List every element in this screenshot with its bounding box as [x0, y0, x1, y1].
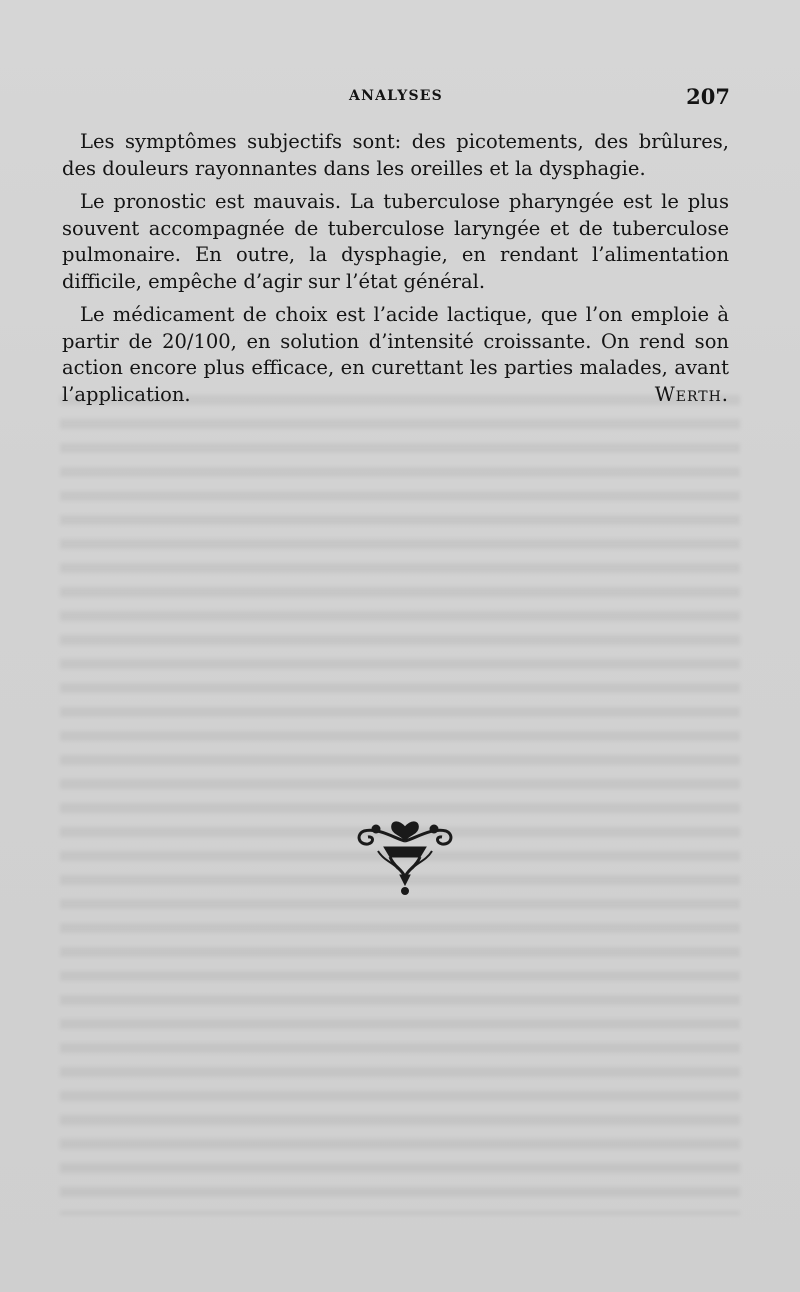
paragraph-prognosis: Le pronostic est mauvais. La tuberculose pharyngée est le plus souvent accompagnée de tuberculose laryngée et de tuberculose pulmonaire. En outre, la dysphagie, en rendant l’alimentation difficile, empêche d’agir sur l’état général. [62, 190, 729, 293]
paragraph-symptoms: Les symptômes subjectifs sont: des picotements, des brûlures, des douleurs rayonnantes dans les oreilles et la dysphagie. [62, 130, 729, 180]
page-number: 207 [686, 84, 730, 109]
body-text [62, 129, 729, 415]
running-header [62, 86, 730, 110]
author-signature: Werth. [654, 382, 729, 406]
paragraph-treatment [62, 302, 729, 408]
header-title: ANALYSES [349, 88, 443, 104]
fleuron-ornament-icon [354, 817, 456, 897]
show-through-text [60, 395, 740, 1215]
paragraph-treatment-text: Le médicament de choix est l’acide lactique, que l’on emploie à partir de 20/100, en solution d’intensité croissante. On rend son action encore plus efficace, en curettant les parties malades, avant l’application. [62, 303, 729, 406]
